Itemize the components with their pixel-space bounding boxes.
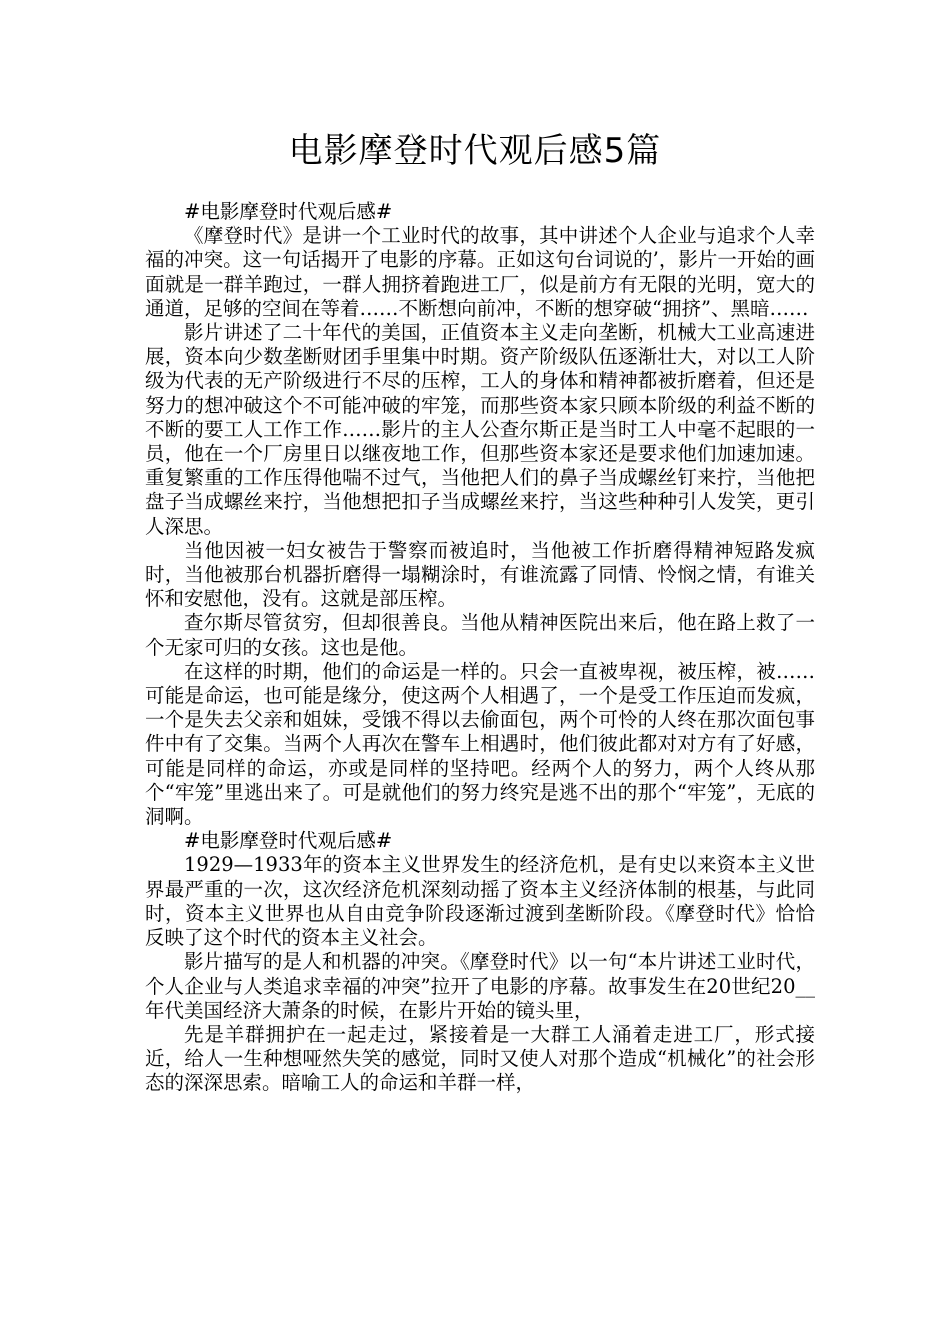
- paragraph-8: 先是羊群拥护在一起走过，紧接着是一大群工人涌着走进工厂，形式接近，给人一生种想哑然失笑的感觉，同时又使人对那个造成“机械化”的社会形态的深深思索。暗喻工人的命运和羊群一样，: [145, 1022, 815, 1095]
- paragraph-7: 影片描写的是人和机器的冲突。《摩登时代》以一句“本片讲述工业时代，个人企业与人类追求幸福的冲突”拉开了电影的序幕。故事发生在20世纪20__年代美国经济大萧条的时候，在影片开始的镜头里，: [145, 950, 815, 1022]
- section-heading-2: #电影摩登时代观后感#: [184, 829, 393, 853]
- paragraph-1: 《摩登时代》是讲一个工业时代的故事，其中讲述个人企业与追求个人幸福的冲突。这一句话揭开了电影的序幕。正如这句台词说的’，影片一开始的画面就是一群羊跑过，一群人拥挤着跑进工厂，似是前方有无限的光明，宽大的通道，足够的空间在等着……不断想向前冲，不断的想穿破“拥挤”、黑暗……: [145, 224, 815, 320]
- paragraph-6: 1929—1933年的资本主义世界发生的经济危机，是有史以来资本主义世界最严重的一次，这次经济危机深刻动摇了资本主义经济体制的根基，与此同时，资本主义世界也从自由竞争阶段逐渐过渡到垄断阶段。《摩登时代》恰恰反映了这个时代的资本主义社会。: [145, 853, 815, 950]
- paragraph-2: 影片讲述了二十年代的美国，正值资本主义走向垄断，机械大工业高速进展，资本向少数垄断财团手里集中时期。资产阶级队伍逐渐壮大，对以工人阶级为代表的无产阶级进行不尽的压榨，工人的身体和精神都被折磨着，但还是努力的想冲破这个不可能冲破的牢笼，而那些资本家只顾本阶级的利益不断的不断的要工人工作工作……影片的主人公查尔斯正是当时工人中毫不起眼的一员，他在一个厂房里日以继夜地工作，但那些资本家还是要求他们加速加速。重复繁重的工作压得他喘不过气，当他把人们的鼻子当成螺丝钉来拧，当他把盘子当成螺丝来拧，当他想把扣子当成螺丝来拧，当这些种种引人发笑，更引人深思。: [145, 321, 815, 538]
- section-heading-1: #电影摩登时代观后感#: [184, 200, 393, 223]
- paragraph-3: 当他因被一妇女被告于警察而被追时，当他被工作折磨得精神短路发疯时，当他被那台机器折磨得一塌糊涂时，有谁流露了同情、怜悯之情，有谁关怀和安慰他，没有。这就是部压榨。: [145, 538, 815, 611]
- document-title: 电影摩登时代观后感5篇: [288, 131, 662, 171]
- paragraph-4: 查尔斯尽管贫穷，但却很善良。当他从精神医院出来后，他在路上救了一个无家可归的女孩。这也是他。: [145, 611, 815, 659]
- paragraph-5: 在这样的时期，他们的命运是一样的。只会一直被卑视，被压榨，被……可能是命运，也可能是缘分，使这两个人相遇了，一个是受工作压迫而发疯，一个是失去父亲和姐妹，受饿不得以去偷面包，两个可怜的人终在那次面包事件中有了交集。当两个人再次在警车上相遇时，他们彼此都对对方有了好感，可能是同样的命运，亦或是同样的坚持吧。经两个人的努力，两个人终从那个“牢笼”里逃出来了。可是就他们的努力终究是逃不出的那个“牢笼”，无底的洞啊。: [145, 659, 815, 829]
- document-body: [145, 200, 815, 1096]
